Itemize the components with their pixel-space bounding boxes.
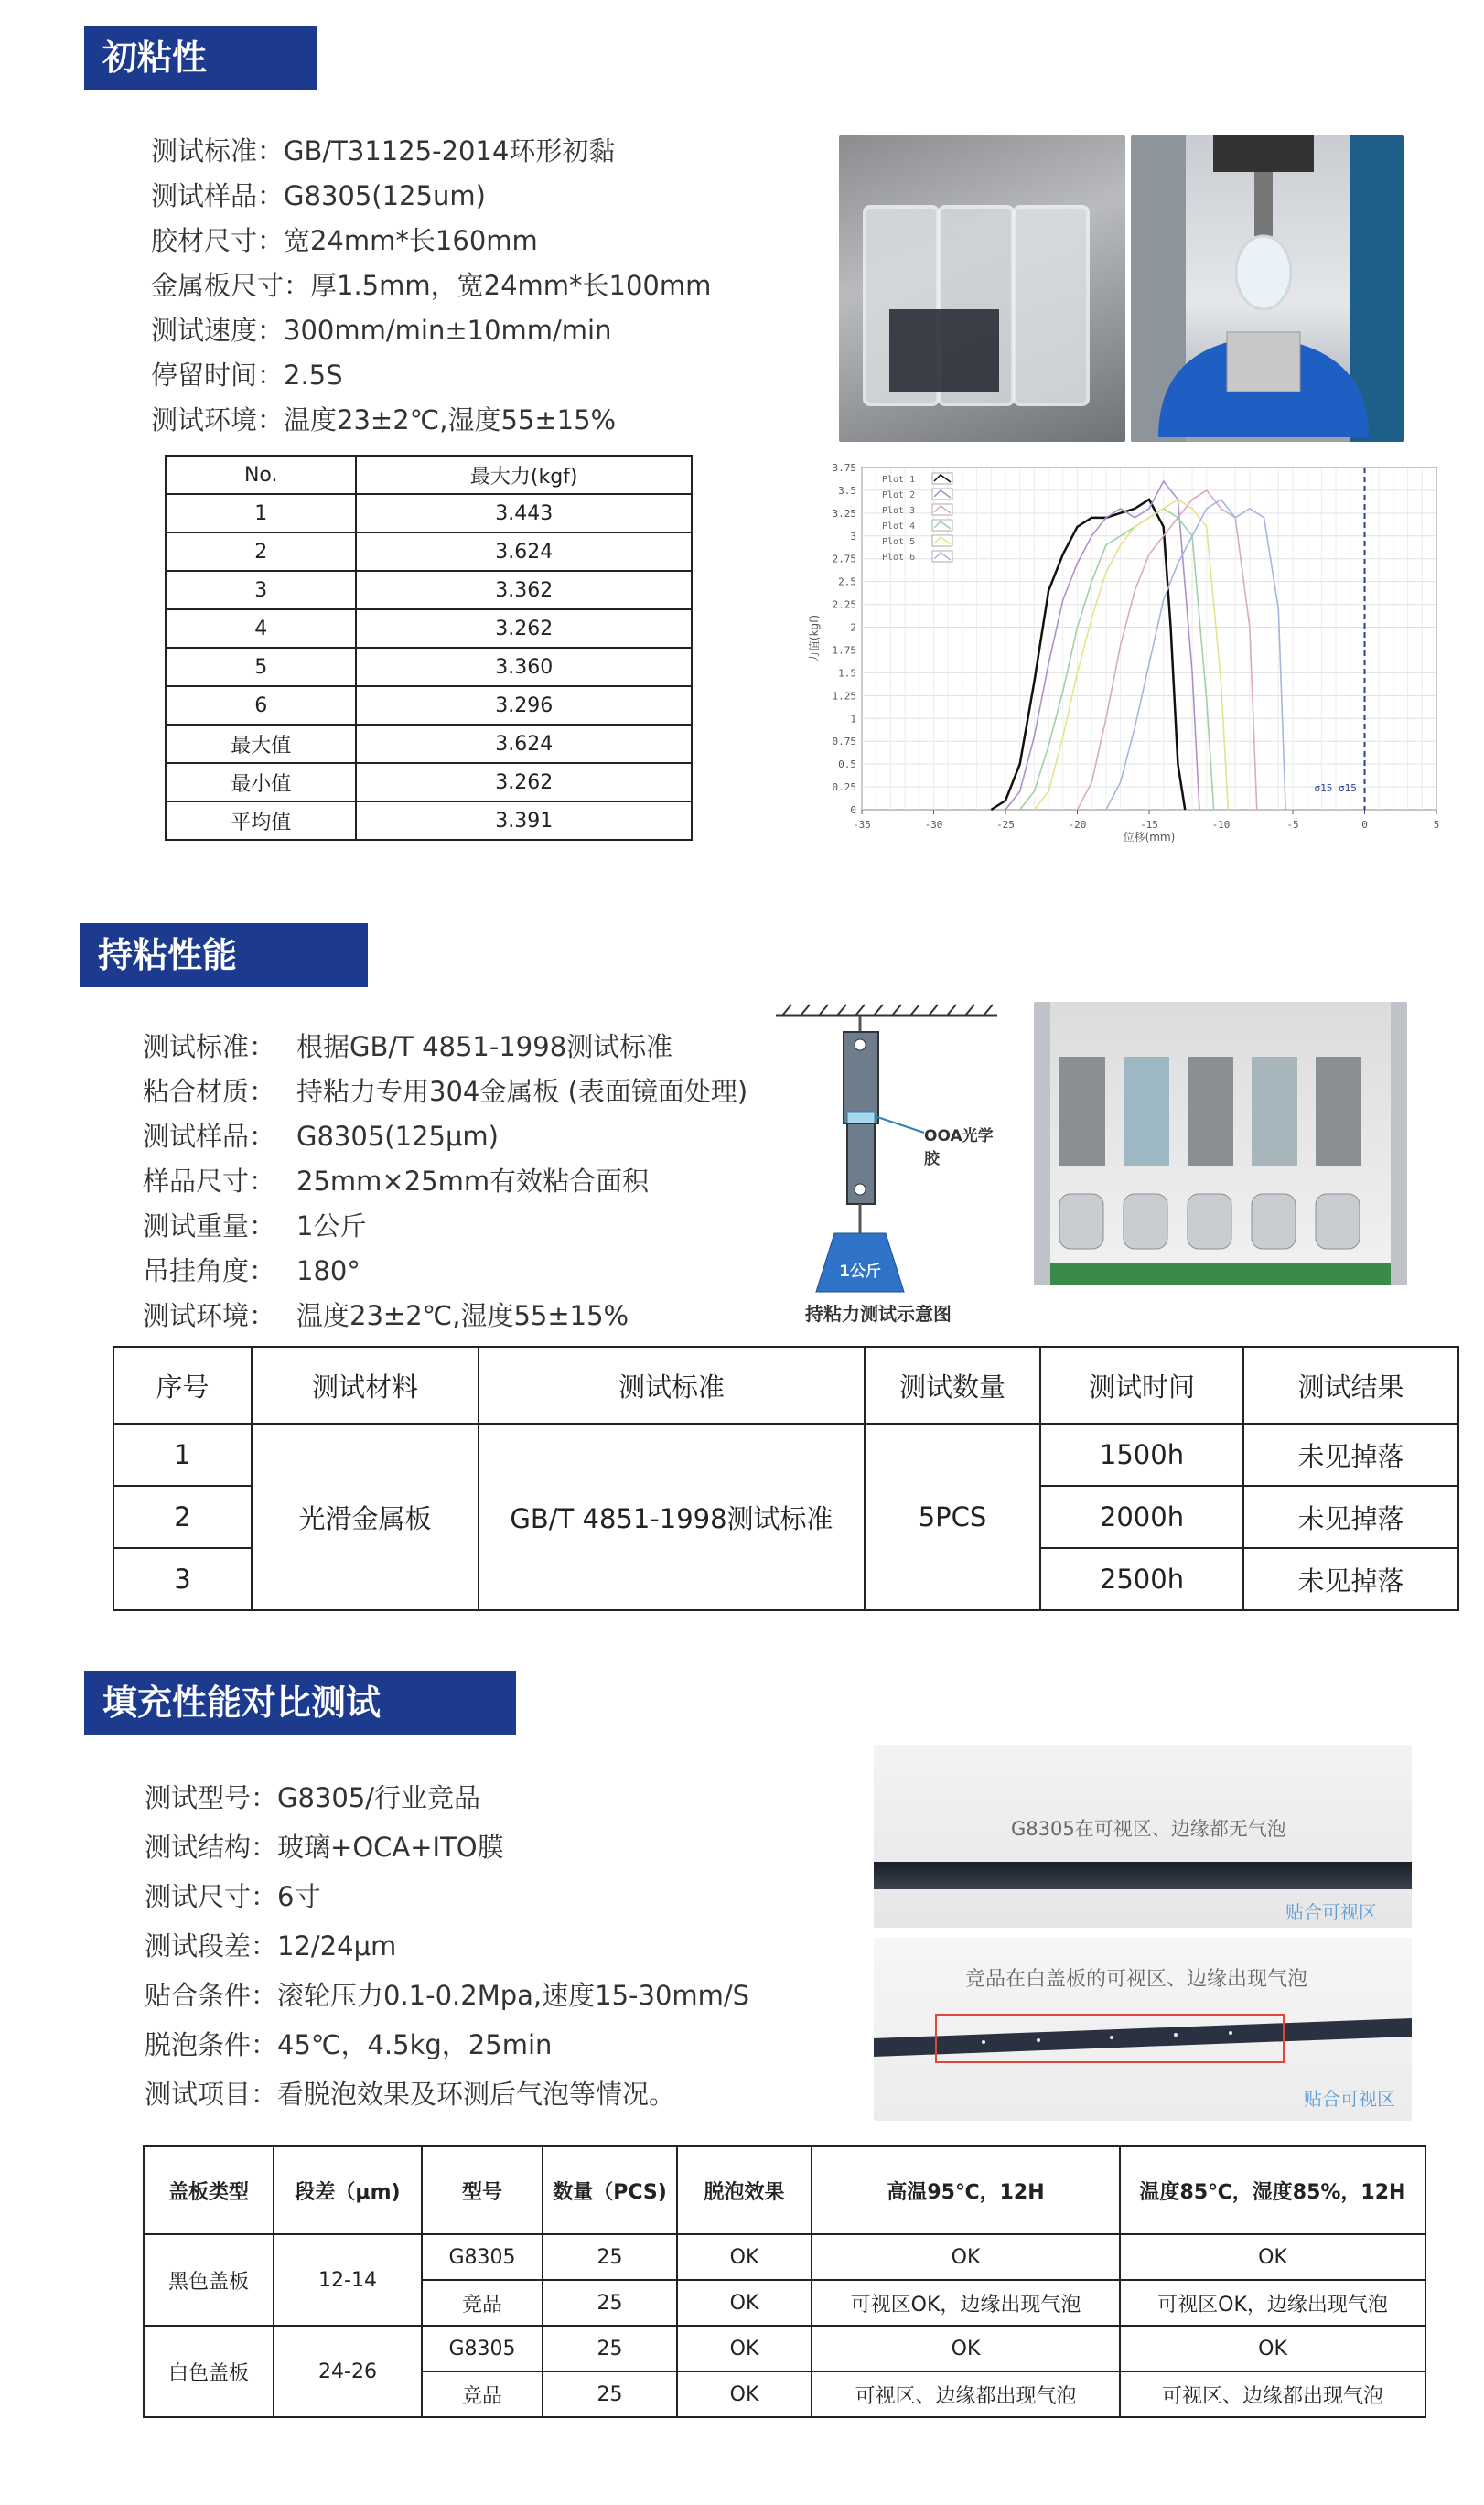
spec-label: 测试型号：	[145, 1782, 278, 1813]
spec-value: 滚轮压力0.1-0.2Mpa,速度15-30mm/S	[277, 1980, 750, 2011]
x-axis-label: 位移(mm)	[1123, 831, 1176, 844]
header-cover-type: 盖板类型	[144, 2146, 274, 2234]
section1-specs	[151, 129, 846, 443]
header-material: 测试材料	[252, 1347, 479, 1424]
shear-test-diagram	[769, 997, 1006, 1327]
hanging-weights-photo	[1034, 1002, 1407, 1285]
spec-row	[151, 219, 846, 263]
y-tick-label: 2	[850, 621, 856, 634]
spec-value: 温度23±2℃,湿度55±15%	[296, 1300, 629, 1331]
x-tick-label: -5	[1286, 819, 1299, 831]
x-tick-label: -10	[1211, 819, 1231, 831]
table-row	[144, 2326, 1425, 2371]
cell: 3.262	[356, 609, 692, 648]
table-row	[113, 1424, 1458, 1486]
table-row	[166, 686, 692, 725]
spec-value: 25mm×25mm有效粘合面积	[296, 1166, 650, 1197]
photo-bottom-tag: 贴合可视区	[1304, 2088, 1395, 2110]
spec-row	[145, 1872, 840, 1921]
section3-specs	[145, 1773, 840, 2119]
legend-label: Plot 2	[882, 490, 916, 500]
section2-specs	[143, 1025, 801, 1339]
cell: 可视区OK，边缘出现气泡	[812, 2280, 1120, 2326]
force-displacement-chart	[805, 460, 1464, 860]
spec-row	[143, 1249, 801, 1294]
spec-label: 测试尺寸：	[145, 1881, 278, 1912]
table-header-row	[144, 2146, 1425, 2234]
spec-value: 看脱泡效果及环测后气泡等情况。	[277, 2079, 676, 2110]
cell: 1	[113, 1424, 252, 1486]
spec-row	[143, 1025, 801, 1070]
y-tick-label: 3	[850, 530, 856, 543]
spec-row	[151, 308, 846, 353]
header-no: No.	[166, 456, 356, 494]
spec-value: G8305(125um)	[284, 180, 486, 211]
chart-annotation: σ15 σ15	[1314, 782, 1357, 795]
spec-row	[145, 1822, 840, 1872]
panel-edge-black	[874, 1862, 1412, 1889]
y-tick-label: 1	[850, 713, 856, 726]
spec-row	[145, 1921, 840, 1971]
header-qty: 数量（PCS)	[543, 2146, 677, 2234]
table-row	[166, 763, 692, 801]
spec-value: 1公斤	[296, 1210, 367, 1242]
y-tick-label: 2.75	[832, 553, 856, 565]
header-step: 段差（μm)	[274, 2146, 422, 2234]
x-tick-label: -20	[1068, 819, 1087, 831]
loop-tack-table	[165, 455, 693, 841]
header-humid: 温度85℃，湿度85%，12H	[1120, 2146, 1425, 2234]
spec-row	[151, 129, 846, 174]
cell-material: 光滑金属板	[252, 1424, 479, 1610]
header-result: 测试结果	[1243, 1347, 1458, 1424]
spec-label: 测试环境：	[143, 1300, 276, 1331]
cell: 3.624	[356, 725, 692, 763]
cell: 3	[113, 1548, 252, 1610]
cell: 3.624	[356, 532, 692, 571]
header-quantity: 测试数量	[865, 1347, 1040, 1424]
section3-title: 填充性能对比测试	[84, 1671, 516, 1735]
x-tick-label: 0	[1361, 819, 1368, 831]
header-serial: 序号	[113, 1347, 252, 1424]
table-row	[166, 494, 692, 532]
table-row	[166, 571, 692, 609]
photo-top-caption: G8305在可视区、边缘都无气泡	[1011, 1818, 1286, 1840]
header-standard: 测试标准	[479, 1347, 865, 1424]
cell: 3.362	[356, 571, 692, 609]
spec-row	[151, 263, 846, 308]
spec-label: 吊挂角度：	[143, 1255, 276, 1286]
y-tick-label: 2.5	[838, 575, 856, 588]
cell: 25	[543, 2326, 677, 2371]
table-header-row	[166, 456, 692, 494]
cell: 最小值	[166, 763, 356, 801]
spec-row	[145, 2020, 840, 2070]
table-header-row	[113, 1347, 1458, 1424]
cell: G8305	[422, 2234, 543, 2280]
cell: OK	[677, 2371, 812, 2417]
spec-row	[145, 2070, 840, 2119]
spec-value: 180°	[296, 1255, 360, 1286]
header-time: 测试时间	[1040, 1347, 1243, 1424]
spec-row	[151, 398, 846, 443]
spec-label: 测试结构：	[145, 1832, 278, 1863]
fill-comparison-table	[143, 2145, 1426, 2418]
y-tick-label: 2.25	[832, 598, 856, 611]
competitor-bubble-photo	[874, 1938, 1412, 2121]
cell: 未见掉落	[1243, 1486, 1458, 1548]
spec-value: 12/24μm	[277, 1930, 397, 1962]
spec-label: 胶材尺寸：	[151, 225, 285, 256]
table-row	[166, 609, 692, 648]
legend-swatch-box	[932, 520, 952, 531]
x-tick-label: -15	[1140, 819, 1158, 831]
spec-label: 贴合条件：	[145, 1980, 278, 2011]
spec-value: G8305/行业竞品	[277, 1782, 481, 1813]
spec-row	[145, 1971, 840, 2020]
table-row	[166, 648, 692, 686]
cell: 25	[543, 2234, 677, 2280]
spec-label: 测试标准：	[151, 135, 285, 167]
cell: OK	[677, 2280, 812, 2326]
cell: 可视区OK，边缘出现气泡	[1120, 2280, 1425, 2326]
spec-value: 持粘力专用304金属板 (表面镜面处理)	[296, 1076, 748, 1107]
cell: 1	[166, 494, 356, 532]
cell: 3.360	[356, 648, 692, 686]
y-tick-label: 1.5	[838, 667, 856, 680]
spec-value: 厚1.5mm，宽24mm*长100mm	[310, 270, 712, 301]
cell: 3.296	[356, 686, 692, 725]
section1-title: 初粘性	[84, 26, 317, 90]
spec-label: 样品尺寸：	[143, 1166, 276, 1197]
y-tick-label: 3.5	[838, 484, 856, 497]
legend-swatch-box	[932, 489, 952, 500]
header-model: 型号	[422, 2146, 543, 2234]
cell: 竞品	[422, 2371, 543, 2417]
spec-value: GB/T31125-2014环形初黏	[284, 135, 616, 167]
spec-row	[145, 1773, 840, 1822]
spec-label: 测试样品：	[151, 180, 285, 211]
cell: OK	[677, 2234, 812, 2280]
spec-value: 45℃，4.5kg，25min	[277, 2029, 553, 2060]
spec-value: 根据GB/T 4851-1998测试标准	[296, 1031, 673, 1062]
table-row	[166, 725, 692, 763]
spec-label: 金属板尺寸：	[151, 270, 311, 301]
spec-row	[143, 1159, 801, 1204]
spec-value: 宽24mm*长160mm	[284, 225, 538, 256]
cell: 4	[166, 609, 356, 648]
glass-samples-photo	[839, 135, 1125, 442]
header-high-temp: 高温95℃，12H	[812, 2146, 1120, 2234]
x-tick-label: 5	[1433, 819, 1440, 831]
cell: 3.262	[356, 763, 692, 801]
tape-label: OOA光学胶	[924, 1127, 994, 1168]
spec-row	[143, 1070, 801, 1114]
spec-value: G8305(125μm)	[296, 1121, 499, 1152]
cell: 最大值	[166, 725, 356, 763]
legend-label: Plot 6	[882, 553, 916, 563]
cell: 2	[166, 532, 356, 571]
legend-swatch-box	[932, 504, 952, 515]
y-tick-label: 0	[850, 804, 856, 816]
shear-results-table	[113, 1346, 1459, 1611]
x-tick-label: -25	[996, 819, 1015, 831]
photo-bottom-caption: 竞品在白盖板的可视区、边缘出现气泡	[965, 1968, 1308, 1991]
cell: 2	[113, 1486, 252, 1548]
cell: G8305	[422, 2326, 543, 2371]
table-row	[166, 801, 692, 840]
cell: OK	[1120, 2234, 1425, 2280]
photo-top-tag: 贴合可视区	[1285, 1901, 1377, 1923]
spec-label: 停留时间：	[151, 360, 285, 391]
cell: 1500h	[1040, 1424, 1243, 1486]
spec-label: 测试项目：	[145, 2079, 278, 2110]
legend-swatch-box	[932, 551, 952, 562]
spec-label: 测试重量：	[143, 1210, 276, 1242]
cell-cover: 白色盖板	[144, 2326, 274, 2417]
cell: 可视区、边缘都出现气泡	[1120, 2371, 1425, 2417]
cell: 3.391	[356, 801, 692, 840]
legend-label: Plot 4	[882, 521, 916, 532]
cell: OK	[1120, 2326, 1425, 2371]
spec-value: 6寸	[277, 1881, 321, 1912]
header-defoam: 脱泡效果	[677, 2146, 812, 2234]
cell: 6	[166, 686, 356, 725]
legend-label: Plot 3	[882, 506, 916, 516]
spec-label: 测试标准：	[143, 1031, 276, 1062]
cell: 未见掉落	[1243, 1548, 1458, 1610]
hanging-weights-illustration	[1034, 1002, 1407, 1285]
spec-row	[143, 1114, 801, 1159]
section2-title: 持粘性能	[80, 923, 368, 987]
x-tick-label: -30	[924, 819, 943, 831]
spec-row	[143, 1294, 801, 1339]
y-tick-label: 3.25	[832, 507, 856, 520]
y-tick-label: 0.75	[832, 736, 856, 748]
cell-cover: 黑色盖板	[144, 2234, 274, 2326]
spec-label: 粘合材质：	[143, 1076, 276, 1107]
table-row	[166, 532, 692, 571]
g8305-bubble-photo	[874, 1745, 1412, 1928]
weight-label: 1公斤	[839, 1263, 881, 1281]
cell: 25	[543, 2371, 677, 2417]
cell: 竞品	[422, 2280, 543, 2326]
cell: OK	[677, 2326, 812, 2371]
spec-label: 脱泡条件：	[145, 2029, 278, 2060]
cell: 平均值	[166, 801, 356, 840]
legend-label: Plot 1	[882, 475, 916, 485]
cell-standard: GB/T 4851-1998测试标准	[479, 1424, 865, 1610]
cell: 2500h	[1040, 1548, 1243, 1610]
cell: 5	[166, 648, 356, 686]
cell: OK	[812, 2234, 1120, 2280]
cell-step: 24-26	[274, 2326, 422, 2417]
cell: 未见掉落	[1243, 1424, 1458, 1486]
y-tick-label: 1.75	[832, 644, 856, 657]
spec-value: 玻璃+OCA+ITO膜	[277, 1832, 504, 1863]
panel-edge-white-illustration	[874, 2002, 1412, 2075]
legend-swatch-box	[932, 473, 952, 484]
spec-row	[151, 353, 846, 398]
table-row	[144, 2234, 1425, 2280]
y-tick-label: 1.25	[832, 690, 856, 703]
y-tick-label: 0.25	[832, 781, 856, 794]
test-machine-photo	[1131, 135, 1404, 442]
diagram-caption: 持粘力测试示意图	[805, 1303, 952, 1325]
spec-value: 温度23±2℃,湿度55±15%	[284, 404, 617, 435]
y-tick-label: 0.5	[838, 758, 856, 771]
spec-value: 300mm/min±10mm/min	[284, 315, 612, 346]
legend-swatch-box	[932, 535, 952, 546]
y-axis-label: 力值(kgf)	[808, 614, 821, 663]
cell: 3	[166, 571, 356, 609]
legend-label: Plot 5	[882, 537, 916, 547]
test-machine-illustration	[1131, 135, 1404, 442]
spec-label: 测试环境：	[151, 404, 285, 435]
spec-value: 2.5S	[284, 360, 343, 391]
header-max-force: 最大力(kgf)	[356, 456, 692, 494]
spec-row	[151, 174, 846, 219]
x-tick-label: -35	[853, 819, 871, 831]
cell: OK	[812, 2326, 1120, 2371]
cell-quantity: 5PCS	[865, 1424, 1040, 1610]
cell: 25	[543, 2280, 677, 2326]
spec-row	[143, 1204, 801, 1249]
cell: 2000h	[1040, 1486, 1243, 1548]
spec-label: 测试样品：	[143, 1121, 276, 1152]
cell-step: 12-14	[274, 2234, 422, 2326]
spec-label: 测试段差：	[145, 1930, 278, 1962]
y-tick-label: 3.75	[832, 462, 856, 474]
cell: 3.443	[356, 494, 692, 532]
spec-label: 测试速度：	[151, 315, 285, 346]
cell: 可视区、边缘都出现气泡	[812, 2371, 1120, 2417]
glass-samples-illustration	[839, 135, 1125, 442]
